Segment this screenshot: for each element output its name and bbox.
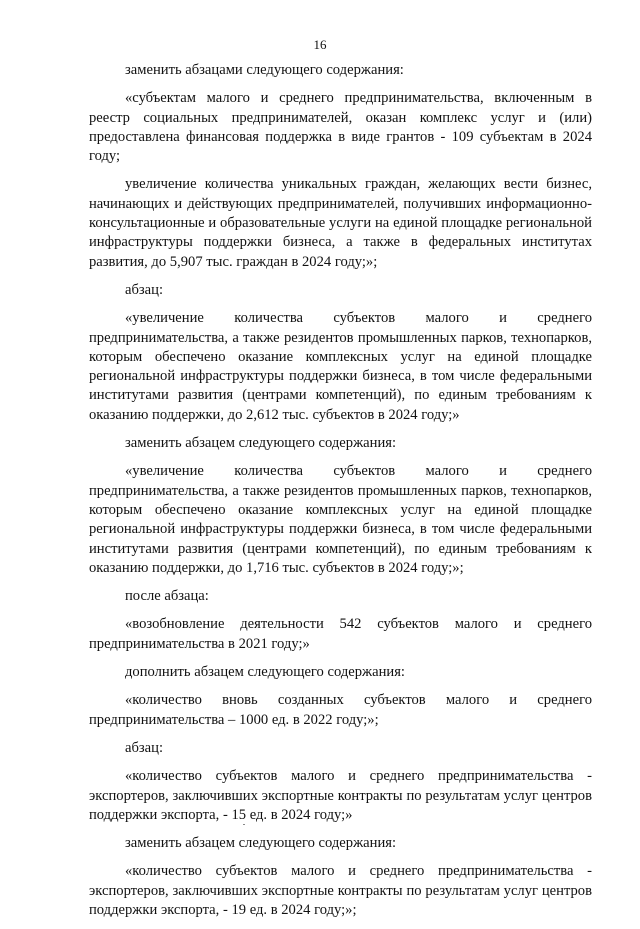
amendment-text-paragraph: «субъектам малого и среднего предпринимательства, включенным в реестр социальных предпринимателей, оказан комплекс услуг и (или) предоставлена финансовая поддержка в виде грантов - 109 субъектам в 2024 году; <box>89 90 592 165</box>
instruction-paragraph: заменить абзацами следующего содержания: <box>125 62 404 78</box>
instruction-paragraph: дополнить абзацем следующего содержания: <box>125 664 405 681</box>
instruction-paragraph: абзац: <box>125 281 164 298</box>
amendment-text-paragraph: «возобновление деятельности 542 субъектов малого и среднего предпринимательства в 2021 году;» <box>89 616 592 652</box>
amendment-text-paragraph: увеличение количества уникальных граждан, желающих вести бизнес, начинающих и действующих предпринимателей, получивших информационно-консультационные и образовательные услуги на единой площадке региональной инфраструктуры поддержки бизнеса, а также в федеральных институтах развития, до 5,907 тыс. граждан в 2024 году;»; <box>89 176 592 270</box>
amendment-text-paragraph: «количество вновь созданных субъектов малого и среднего предпринимательства – 1000 ед. в 2022 году;»; <box>89 692 592 728</box>
scan-speck <box>243 824 245 825</box>
instruction-paragraph: абзац: <box>125 739 164 756</box>
amendment-text-paragraph: «увеличение количества субъектов малого и среднего предпринимательства, а также резидентов промышленных парков, технопарков, которым обеспечено оказание комплексных услуг на единой площадке региональной инфраструктуры поддержки бизнеса, в том числе федеральными институтами развития (центрами компетенций), по единым требованиям к оказанию поддержки, до 2,612 тыс. субъектов в 2024 году;» <box>89 310 592 423</box>
amendment-text-paragraph: «количество субъектов малого и среднего предпринимательства - экспортеров, заключивших экспортные контракты по результатам услуг центров поддержки экспорта, - 19 ед. в 2024 году;»; <box>89 863 592 918</box>
amendment-text-paragraph: «увеличение количества субъектов малого и среднего предпринимательства, а также резидентов промышленных парков, технопарков, которым обеспечено оказание комплексных услуг на единой площадке региональной инфраструктуры поддержки бизнеса, в том числе федеральными институтами развития (центрами компетенций), по единым требованиям к оказанию поддержки, до 1,716 тыс. субъектов в 2024 году;»; <box>89 463 592 576</box>
page-number: 16 <box>313 37 327 52</box>
instruction-paragraph: после абзаца: <box>125 588 209 605</box>
instruction-paragraph: заменить абзацем следующего содержания: <box>125 435 397 452</box>
document-body <box>89 61 592 929</box>
amendment-text-paragraph: «количество субъектов малого и среднего предпринимательства - экспортеров, заключивших экспортные контракты по результатам услуг центров поддержки экспорта, - 15 ед. в 2024 году;» <box>89 768 592 823</box>
instruction-paragraph: заменить абзацем следующего содержания: <box>125 835 397 852</box>
